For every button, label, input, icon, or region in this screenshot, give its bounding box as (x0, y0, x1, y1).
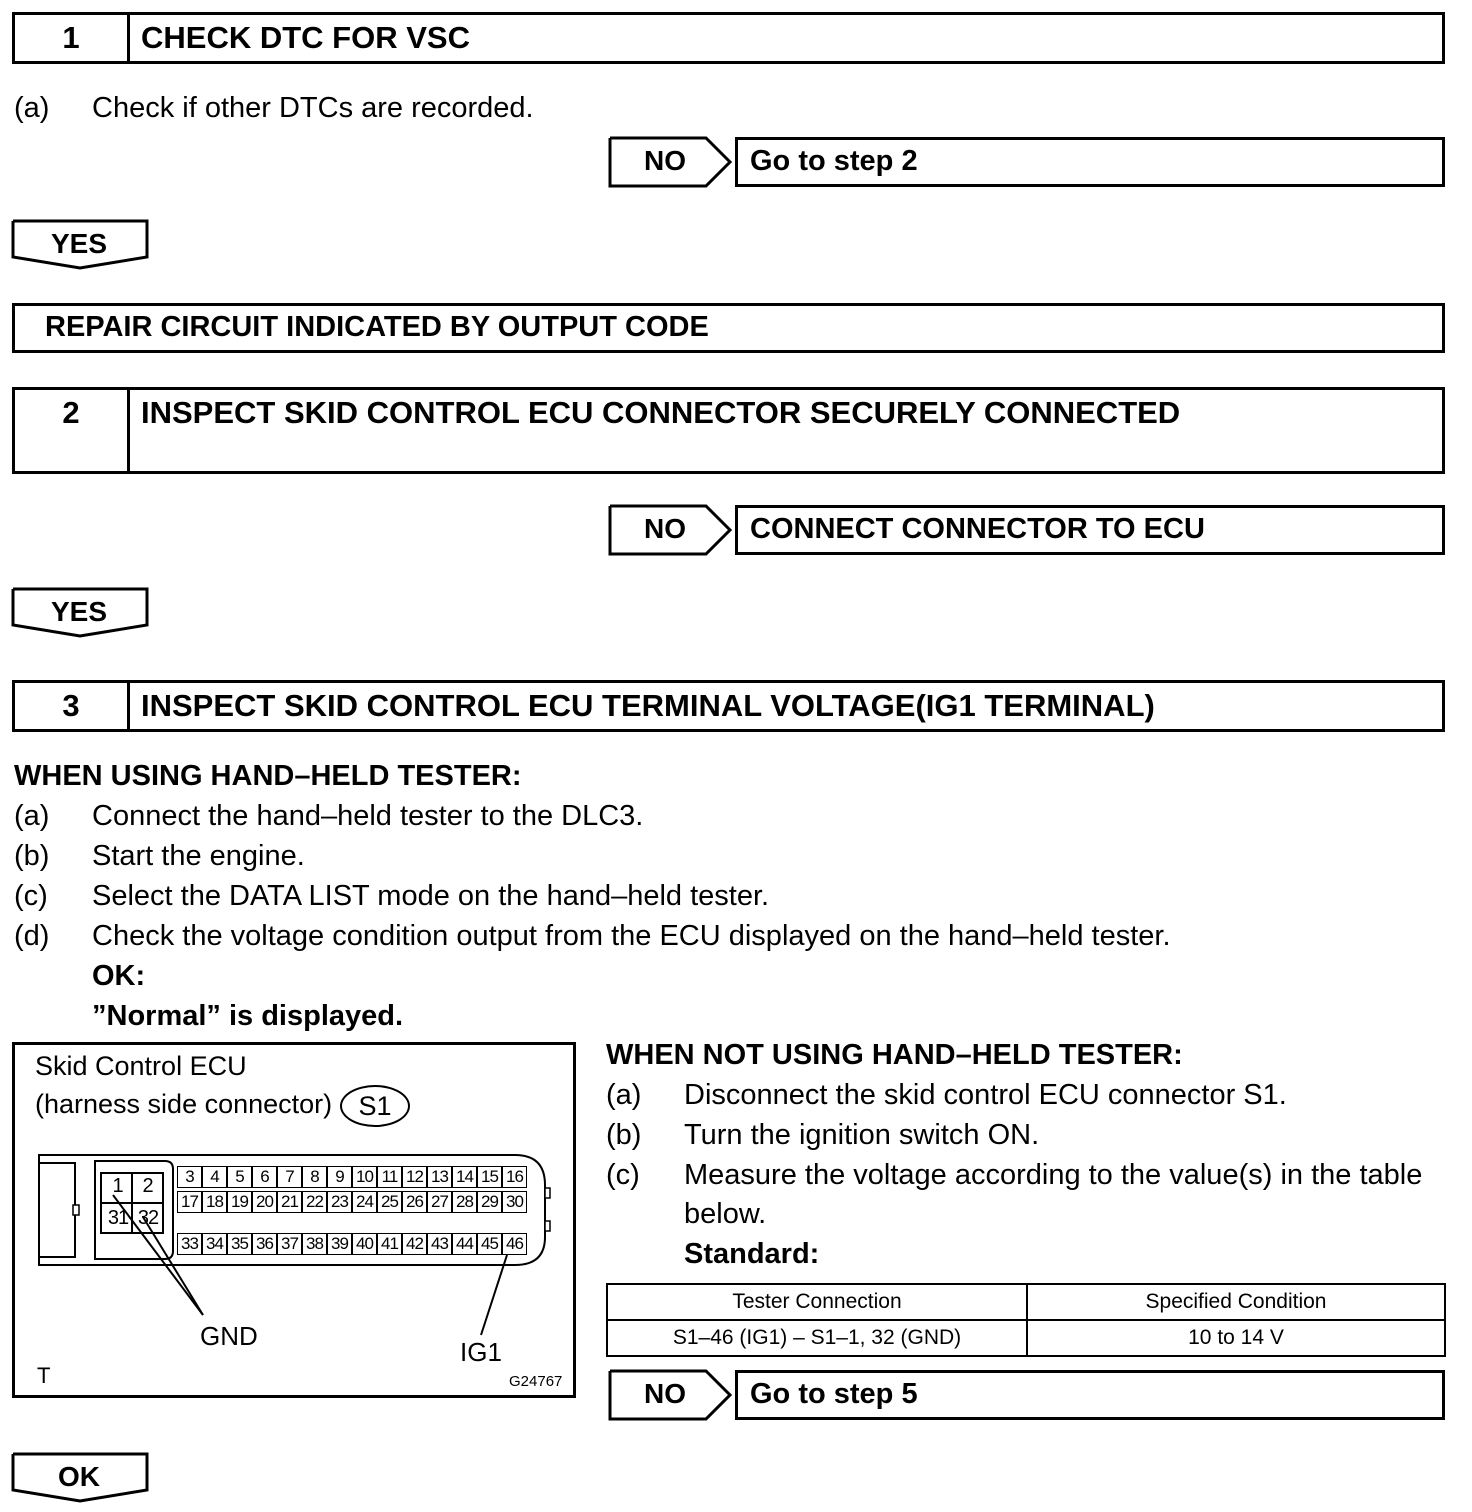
pin-cell: 30 (502, 1191, 527, 1213)
pin-cell: 17 (177, 1191, 202, 1213)
table-row (607, 1320, 1445, 1356)
pin-label-31: 31 (107, 1207, 129, 1229)
connector-id-badge: S1 (340, 1085, 410, 1127)
no-tester-heading: WHEN NOT USING HAND–HELD TESTER: (606, 1039, 1183, 1071)
pin-cell: 45 (477, 1233, 502, 1255)
pin-cell: 11 (377, 1166, 402, 1188)
pin-cell: 25 (377, 1191, 402, 1213)
pin-cell: 14 (452, 1166, 477, 1188)
pin-cell: 5 (227, 1166, 252, 1188)
step-title: CHECK DTC FOR VSC (141, 20, 470, 55)
table-cell: 10 to 14 V (1027, 1320, 1445, 1356)
item-label: (a) (14, 92, 50, 124)
no-label: NO (644, 1378, 686, 1409)
table-header: Specified Condition (1027, 1284, 1445, 1320)
pin-cell: 27 (427, 1191, 452, 1213)
item-label: (b) (606, 1119, 642, 1151)
pin-cell: 34 (202, 1233, 227, 1255)
item-label: (a) (606, 1079, 642, 1111)
table-header-row (607, 1284, 1445, 1320)
pin-cell: 39 (327, 1233, 352, 1255)
pin-cell: 22 (302, 1191, 327, 1213)
item-text: Connect the hand–held tester to the DLC3. (92, 800, 644, 832)
step-number: 3 (15, 683, 130, 729)
no-result: Go to step 5 (735, 1370, 1445, 1420)
step-number: 1 (15, 15, 130, 61)
ig1-label: IG1 (460, 1337, 502, 1367)
item-text: Measure the voltage according to the value(s) in the table (684, 1159, 1423, 1191)
pin-cell: 40 (352, 1233, 377, 1255)
pin-cell: 26 (402, 1191, 427, 1213)
connector-diagram (12, 1042, 576, 1398)
pin-cell: 8 (302, 1166, 327, 1188)
yes-label: YES (50, 596, 108, 627)
pin-cell: 43 (427, 1233, 452, 1255)
tester-heading: WHEN USING HAND–HELD TESTER: (14, 760, 522, 792)
pin-cell: 20 (252, 1191, 277, 1213)
pin-cell: 15 (477, 1166, 502, 1188)
step-1-header (12, 12, 1445, 64)
item-text: Start the engine. (92, 840, 305, 872)
table-cell: S1–46 (IG1) – S1–1, 32 (GND) (607, 1320, 1027, 1356)
step-title: INSPECT SKID CONTROL ECU CONNECTOR SECURELY CONNECTED (141, 395, 1181, 430)
no-label: NO (644, 513, 686, 544)
no-result: Go to step 2 (735, 137, 1445, 187)
pin-cell: 4 (202, 1166, 227, 1188)
item-text-cont: below. (684, 1198, 767, 1230)
pin-cell: 38 (302, 1233, 327, 1255)
ok-value: ”Normal” is displayed. (92, 1000, 404, 1032)
figure-code: G24767 (509, 1373, 563, 1390)
standard-label: Standard: (684, 1238, 820, 1270)
pin-cell: 29 (477, 1191, 502, 1213)
item-label: (c) (606, 1159, 640, 1191)
step-3-header (12, 680, 1445, 732)
repair-box: REPAIR CIRCUIT INDICATED BY OUTPUT CODE (12, 303, 1445, 353)
step-2-header (12, 387, 1445, 474)
pin-label-2: 2 (142, 1175, 154, 1197)
ok-label: OK: (92, 960, 146, 992)
table-header: Tester Connection (607, 1284, 1027, 1320)
standard-table (606, 1283, 1446, 1357)
pin-cell: 7 (277, 1166, 302, 1188)
ok-label-bottom: OK (58, 1461, 100, 1492)
pin-cell: 46 (502, 1233, 527, 1255)
pin-cell: 9 (327, 1166, 352, 1188)
item-text: Disconnect the skid control ECU connector S1. (684, 1079, 1287, 1111)
pin-cell: 16 (502, 1166, 527, 1188)
corner-label: T (37, 1363, 51, 1388)
pin-label-1: 1 (112, 1175, 124, 1197)
item-text: Select the DATA LIST mode on the hand–held tester. (92, 880, 770, 912)
item-text: Turn the ignition switch ON. (684, 1119, 1040, 1151)
pin-cell: 37 (277, 1233, 302, 1255)
pin-cell: 6 (252, 1166, 277, 1188)
no-label: NO (644, 145, 686, 176)
step-number: 2 (15, 390, 130, 471)
pin-cell: 36 (252, 1233, 277, 1255)
item-text: Check the voltage condition output from the ECU displayed on the hand–held tester. (92, 920, 1171, 952)
pin-cell: 41 (377, 1233, 402, 1255)
pin-cell: 12 (402, 1166, 427, 1188)
pin-cell: 33 (177, 1233, 202, 1255)
pin-cell: 44 (452, 1233, 477, 1255)
pin-cell: 3 (177, 1166, 202, 1188)
diagram-subtitle: (harness side connector) (35, 1089, 333, 1119)
no-result: CONNECT CONNECTOR TO ECU (735, 505, 1445, 555)
item-label: (d) (14, 920, 50, 952)
pin-cell: 21 (277, 1191, 302, 1213)
pin-label-32: 32 (137, 1207, 159, 1229)
pin-cell: 13 (427, 1166, 452, 1188)
pin-cell: 19 (227, 1191, 252, 1213)
pin-cell: 42 (402, 1233, 427, 1255)
pin-cell: 10 (352, 1166, 377, 1188)
item-text: Check if other DTCs are recorded. (92, 92, 534, 124)
item-label: (c) (14, 880, 48, 912)
pin-cell: 28 (452, 1191, 477, 1213)
step-title: INSPECT SKID CONTROL ECU TERMINAL VOLTAGE(IG1 TERMINAL) (141, 688, 1155, 723)
pin-cell: 24 (352, 1191, 377, 1213)
pin-cell: 18 (202, 1191, 227, 1213)
item-label: (b) (14, 840, 50, 872)
pin-cell: 35 (227, 1233, 252, 1255)
diagram-title: Skid Control ECU (35, 1051, 247, 1081)
gnd-label: GND (200, 1321, 258, 1351)
item-label: (a) (14, 800, 50, 832)
yes-label: YES (50, 228, 108, 259)
pin-cell: 23 (327, 1191, 352, 1213)
